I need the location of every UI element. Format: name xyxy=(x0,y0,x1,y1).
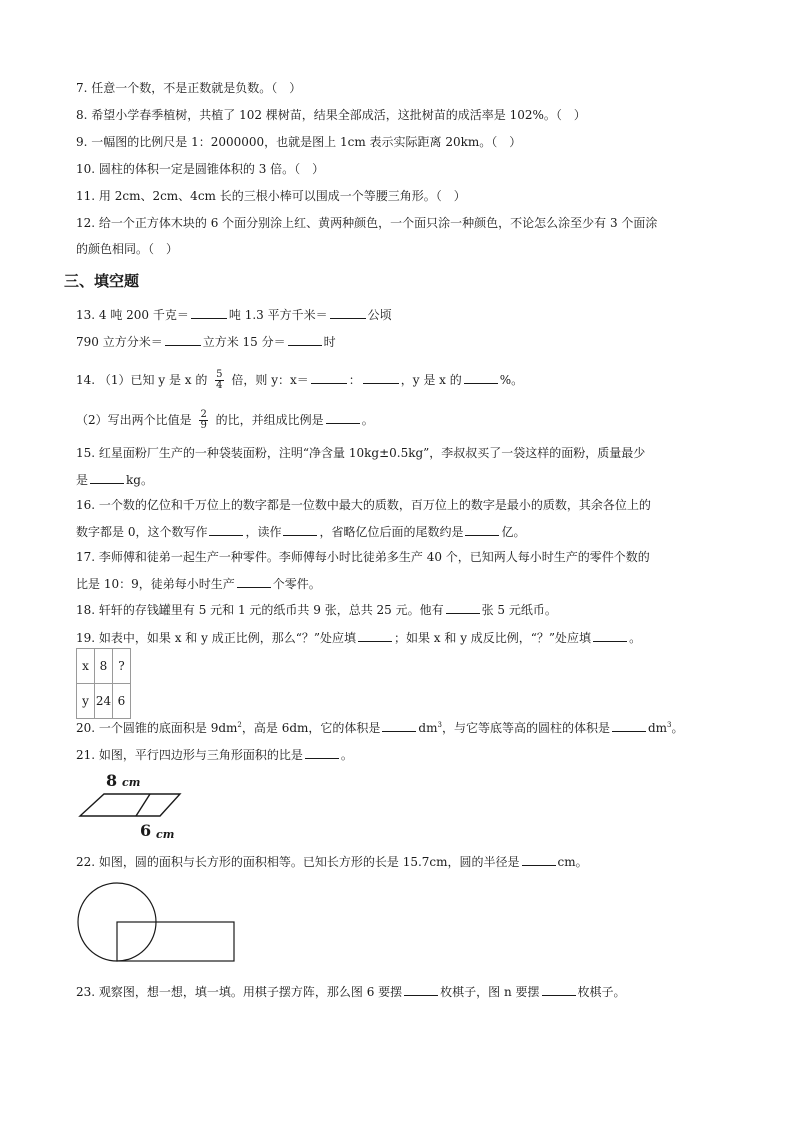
question-17-line2 xyxy=(76,575,321,592)
question-13-line1 xyxy=(76,306,392,323)
superscript: 2 xyxy=(237,721,242,729)
q13-text-a: 13. 4 吨 200 千克＝ xyxy=(76,308,189,322)
question-16-line2 xyxy=(76,523,526,540)
svg-text:cm: cm xyxy=(122,776,141,789)
q21-text-b: 。 xyxy=(340,748,353,762)
q16-text-d: 亿。 xyxy=(501,525,526,539)
q13-text-f: 时 xyxy=(323,335,336,349)
answer-blank[interactable] xyxy=(209,523,243,536)
fraction-5-4: $\frac{5}{4}$ xyxy=(216,369,223,391)
table-row xyxy=(77,684,131,719)
answer-blank[interactable] xyxy=(330,306,366,319)
table-cell: 6 xyxy=(113,684,131,719)
parallelogram-triangle-figure xyxy=(76,768,196,844)
q16-text-c: ，省略亿位后面的尾数约是 xyxy=(319,525,464,539)
answer-blank[interactable] xyxy=(593,629,627,642)
answer-blank[interactable] xyxy=(464,371,498,384)
q14-text-e: %。 xyxy=(499,373,524,387)
question-14-part2 xyxy=(76,408,374,432)
question-17-line1: 17. 李师傅和徒弟一起生产一种零件。李师傅每小时比徒弟多生产 40 个，已知两人每小时生产的零件个数的 xyxy=(76,550,650,564)
answer-blank[interactable] xyxy=(283,523,317,536)
table-cell: ? xyxy=(113,649,131,684)
q14-text-d: ，y 是 x 的 xyxy=(400,373,462,387)
q19-text-a: 19. 如表中，如果 x 和 y 成正比例，那么“？”处应填 xyxy=(76,631,356,645)
question-11: 11. 用 2cm、2cm、4cm 长的三根小棒可以围成一个等腰三角形。（ ） xyxy=(76,189,466,203)
xy-table xyxy=(76,648,131,719)
table-cell: 8 xyxy=(95,649,113,684)
q15-text-a: 是 xyxy=(76,473,89,487)
q20-text-c: dm xyxy=(418,721,438,735)
circle-rectangle-figure xyxy=(76,880,238,968)
question-18 xyxy=(76,601,557,618)
answer-blank[interactable] xyxy=(542,983,576,996)
q17-text-b: 个零件。 xyxy=(272,577,321,591)
q13-text-d: 790 立方分米＝ xyxy=(76,335,163,349)
svg-text:cm: cm xyxy=(156,828,175,841)
superscript: 3 xyxy=(437,721,442,729)
question-23 xyxy=(76,983,626,1000)
q18-text-b: 张 5 元纸币。 xyxy=(481,603,557,617)
question-9: 9. 一幅图的比例尺是 1：2000000，也就是图上 1cm 表示实际距离 20km。（ ） xyxy=(76,135,522,149)
q18-text-a: 18. 轩轩的存钱罐里有 5 元和 1 元的纸币共 9 张，总共 25 元。他有 xyxy=(76,603,444,617)
question-13-line2 xyxy=(76,333,336,350)
answer-blank[interactable] xyxy=(382,719,416,732)
q20-text-a: 20. 一个圆锥的底面积是 9dm xyxy=(76,721,238,735)
parallelogram-shape xyxy=(80,794,180,816)
q16-text-a: 数字都是 0，这个数写作 xyxy=(76,525,208,539)
q15-text-b: kg。 xyxy=(126,473,153,487)
q23-text-a: 23. 观察图，想一想，填一填。用棋子摆方阵，那么图 6 要摆 xyxy=(76,985,403,999)
question-19 xyxy=(76,629,641,646)
answer-blank[interactable] xyxy=(522,853,556,866)
answer-blank[interactable] xyxy=(358,629,392,642)
answer-blank[interactable] xyxy=(305,746,339,759)
question-15-line1: 15. 红星面粉厂生产的一种袋装面粉，注明“净含量 10kg±0.5kg”，李叔叔买了一袋这样的面粉，质量最少 xyxy=(76,446,646,460)
bottom-length-label: 6 xyxy=(140,821,152,840)
table-cell: 24 xyxy=(95,684,113,719)
q16-text-b: ，读作 xyxy=(245,525,282,539)
q22-text-b: cm。 xyxy=(557,855,588,869)
answer-blank[interactable] xyxy=(90,471,124,484)
answer-blank[interactable] xyxy=(404,983,438,996)
q20-text-d: ，与它等底等高的圆柱的体积是 xyxy=(441,721,610,735)
answer-blank[interactable] xyxy=(165,333,201,346)
q23-text-c: 枚棋子。 xyxy=(577,985,626,999)
question-16-line1: 16. 一个数的亿位和千万位上的数字都是一位数中最大的质数，百万位上的数字是最小的质数，其余各位上的 xyxy=(76,498,651,512)
answer-blank[interactable] xyxy=(446,601,480,614)
answer-blank[interactable] xyxy=(363,371,399,384)
question-7: 7. 任意一个数，不是正数就是负数。（ ） xyxy=(76,81,302,95)
question-15-line2 xyxy=(76,471,153,488)
question-12-line2: 的颜色相同。（ ） xyxy=(76,242,179,256)
rectangle-shape xyxy=(117,922,234,961)
q13-text-c: 公顷 xyxy=(367,308,392,322)
question-12-line1: 12. 给一个正方体木块的 6 个面分别涂上红、黄两种颜色，一个面只涂一种颜色，不论怎么涂至少有 3 个面涂 xyxy=(76,216,658,230)
question-22 xyxy=(76,853,588,870)
q13-text-e: 立方米 15 分＝ xyxy=(202,335,286,349)
question-21 xyxy=(76,746,353,763)
answer-blank[interactable] xyxy=(237,575,271,588)
answer-blank[interactable] xyxy=(288,333,322,346)
answer-blank[interactable] xyxy=(326,411,360,424)
q19-text-c: 。 xyxy=(629,631,642,645)
table-cell: y xyxy=(77,684,95,719)
q20-text-b: ，高是 6dm，它的体积是 xyxy=(241,721,381,735)
answer-blank[interactable] xyxy=(311,371,347,384)
question-20 xyxy=(76,719,684,736)
q20-text-f: 。 xyxy=(671,721,684,735)
q14-text-b: 倍，则 y：x＝ xyxy=(231,373,309,387)
q14-text-c: ： xyxy=(348,373,361,387)
triangle-edge xyxy=(136,794,150,816)
q21-text-a: 21. 如图，平行四边形与三角形面积的比是 xyxy=(76,748,303,762)
answer-blank[interactable] xyxy=(191,306,227,319)
q23-text-b: 枚棋子，图 n 要摆 xyxy=(440,985,540,999)
q22-text-a: 22. 如图，圆的面积与长方形的面积相等。已知长方形的长是 15.7cm，圆的半径是 xyxy=(76,855,520,869)
section-title: 三、填空题 xyxy=(64,272,140,290)
table-cell: x xyxy=(77,649,95,684)
question-10: 10. 圆柱的体积一定是圆锥体积的 3 倍。（ ） xyxy=(76,162,325,176)
answer-blank[interactable] xyxy=(612,719,646,732)
q14-text-g: 的比，并组成比例是 xyxy=(215,413,324,427)
q13-text-b: 吨 1.3 平方千米＝ xyxy=(228,308,328,322)
q14-text-a: 14. （1）已知 y 是 x 的 xyxy=(76,373,208,387)
q14-text-f: （2）写出两个比值是 xyxy=(76,413,192,427)
answer-blank[interactable] xyxy=(465,523,499,536)
superscript: 3 xyxy=(667,721,672,729)
q14-text-h: 。 xyxy=(361,413,374,427)
question-14-part1 xyxy=(76,368,523,392)
q19-text-b: ；如果 x 和 y 成反比例，“？”处应填 xyxy=(393,631,592,645)
table-row xyxy=(77,649,131,684)
q17-text-a: 比是 10：9，徒弟每小时生产 xyxy=(76,577,235,591)
q20-text-e: dm xyxy=(647,721,668,735)
question-8: 8. 希望小学春季植树，共植了 102 棵树苗，结果全部成活，这批树苗的成活率是 102%。（ ） xyxy=(76,108,586,122)
top-length-label: 8 xyxy=(106,771,118,790)
fraction-2-9: $\frac{2}{9}$ xyxy=(200,409,207,431)
